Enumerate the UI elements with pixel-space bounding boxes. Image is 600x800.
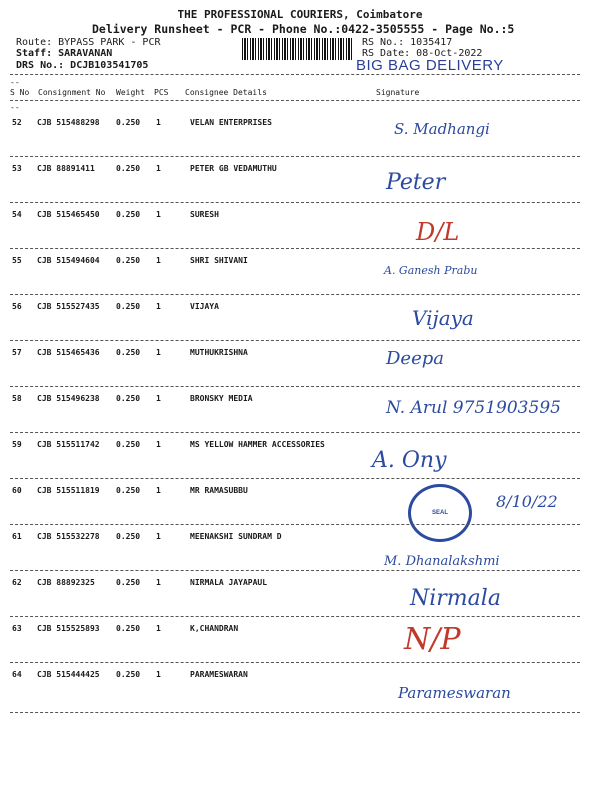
row-signature: Vijaya	[412, 306, 474, 330]
rs-number: RS No.: 1035417	[362, 37, 453, 48]
col-consignee: Consignee Details	[185, 88, 267, 97]
row-pcs: 1	[156, 624, 161, 633]
table-row	[0, 526, 600, 572]
row-weight: 0.250	[116, 302, 141, 311]
row-pcs: 1	[156, 348, 161, 357]
row-sno: 64	[12, 670, 22, 679]
header-bottom-rule	[10, 100, 580, 101]
row-consignment: CJB 88892325	[37, 578, 95, 587]
row-sno: 63	[12, 624, 22, 633]
row-divider	[10, 156, 580, 157]
table-row	[0, 250, 600, 296]
table-row	[0, 618, 600, 664]
row-signature: S. Madhangi	[394, 120, 490, 138]
row-pcs: 1	[156, 256, 161, 265]
row-sno: 53	[12, 164, 22, 173]
col-signature: Signature	[376, 88, 420, 97]
col-pcs: PCS	[154, 88, 169, 97]
row-consignee: VIJAYA	[190, 302, 219, 311]
row-consignee: BRONSKY MEDIA	[190, 394, 253, 403]
row-pcs: 1	[156, 210, 161, 219]
row-signature: A. Ony	[372, 448, 447, 473]
row-pcs: 1	[156, 532, 161, 541]
row-consignee: SURESH	[190, 210, 219, 219]
row-signature: A. Ganesh Prabu	[384, 264, 478, 277]
row-consignee: NIRMALA JAYAPAUL	[190, 578, 268, 587]
row-signature: D/L	[416, 218, 460, 246]
row-divider	[10, 478, 580, 479]
row-signature: Deepa	[386, 348, 444, 369]
row-sno: 61	[12, 532, 22, 541]
row-weight: 0.250	[116, 578, 141, 587]
row-signature: N/P	[404, 622, 461, 657]
row-consignee: MR RAMASUBBU	[190, 486, 248, 495]
row-consignment: CJB 515488298	[37, 118, 100, 127]
row-consignee: MEENAKSHI SUNDRAM D	[190, 532, 282, 541]
route-label: Route: BYPASS PARK - PCR	[16, 37, 161, 48]
company-stamp: SEAL	[408, 484, 472, 542]
row-consignment: CJB 515525893	[37, 624, 100, 633]
row-signature: N. Arul 9751903595	[386, 398, 561, 418]
row-sno: 62	[12, 578, 22, 587]
table-row	[0, 112, 600, 158]
row-consignee: VELAN ENTERPRISES	[190, 118, 272, 127]
row-weight: 0.250	[116, 348, 141, 357]
row-weight: 0.250	[116, 532, 141, 541]
row-divider	[10, 662, 580, 663]
row-pcs: 1	[156, 578, 161, 587]
row-weight: 0.250	[116, 210, 141, 219]
row-weight: 0.250	[116, 164, 141, 173]
row-signature: Parameswaran	[398, 684, 511, 702]
row-sno: 56	[12, 302, 22, 311]
row-consignment: CJB 515511742	[37, 440, 100, 449]
row-divider	[10, 432, 580, 433]
row-divider	[10, 524, 580, 525]
row-pcs: 1	[156, 302, 161, 311]
row-consignment: CJB 88891411	[37, 164, 95, 173]
runsheet-subtitle: Delivery Runsheet - PCR - Phone No.:0422-3505555 - Page No.:5	[92, 22, 515, 36]
row-consignment: CJB 515494604	[37, 256, 100, 265]
row-sno: 60	[12, 486, 22, 495]
row-consignment: CJB 515465436	[37, 348, 100, 357]
dash-marks: --	[10, 78, 20, 87]
row-consignment: CJB 515465450	[37, 210, 100, 219]
table-row	[0, 388, 600, 434]
row-sno: 55	[12, 256, 22, 265]
row-consignee: MUTHUKRISHNA	[190, 348, 248, 357]
dash-marks: --	[10, 103, 20, 112]
row-pcs: 1	[156, 670, 161, 679]
row-weight: 0.250	[116, 440, 141, 449]
rs-date: RS Date: 08-Oct-2022	[362, 48, 483, 59]
row-divider	[10, 248, 580, 249]
row-consignment: CJB 515527435	[37, 302, 100, 311]
row-consignment: CJB 515532278	[37, 532, 100, 541]
row-divider	[10, 294, 580, 295]
company-title: THE PROFESSIONAL COURIERS, Coimbatore	[177, 8, 423, 21]
row-divider	[10, 386, 580, 387]
row-sno: 58	[12, 394, 22, 403]
row-pcs: 1	[156, 394, 161, 403]
row-divider	[10, 616, 580, 617]
row-signature: Peter	[386, 170, 446, 195]
row-sno: 52	[12, 118, 22, 127]
row-weight: 0.250	[116, 256, 141, 265]
row-consignment: CJB 515444425	[37, 670, 100, 679]
table-row	[0, 664, 600, 710]
row-divider	[10, 712, 580, 713]
row-consignee: PETER GB VEDAMUTHU	[190, 164, 277, 173]
row-weight: 0.250	[116, 670, 141, 679]
row-pcs: 1	[156, 440, 161, 449]
row-divider	[10, 202, 580, 203]
barcode	[242, 38, 352, 60]
col-consignment: Consignment No	[38, 88, 106, 97]
table-row	[0, 296, 600, 342]
row-pcs: 1	[156, 118, 161, 127]
col-sno: S No	[10, 88, 30, 97]
row-consignment: CJB 515496238	[37, 394, 100, 403]
row-divider	[10, 340, 580, 341]
row-divider	[10, 570, 580, 571]
row-consignee: SHRI SHIVANI	[190, 256, 248, 265]
row-signature: Nirmala	[410, 586, 501, 611]
row-consignee: PARAMESWARAN	[190, 670, 248, 679]
drs-number: DRS No.: DCJB103541705	[16, 60, 149, 71]
row-signature: 8/10/22	[496, 492, 558, 511]
header-top-rule	[10, 74, 580, 75]
row-signature: M. Dhanalakshmi	[384, 554, 500, 569]
table-row	[0, 158, 600, 204]
table-row	[0, 572, 600, 618]
row-sno: 57	[12, 348, 22, 357]
row-consignee: K,CHANDRAN	[190, 624, 239, 633]
row-weight: 0.250	[116, 624, 141, 633]
staff-label: Staff: SARAVANAN	[16, 48, 113, 59]
big-bag-stamp: BIG BAG DELIVERY	[356, 57, 504, 74]
row-sno: 54	[12, 210, 22, 219]
table-row	[0, 434, 600, 480]
row-consignment: CJB 515511819	[37, 486, 100, 495]
table-row	[0, 342, 600, 388]
row-weight: 0.250	[116, 394, 141, 403]
row-pcs: 1	[156, 164, 161, 173]
row-weight: 0.250	[116, 486, 141, 495]
col-weight: Weight	[116, 88, 145, 97]
row-weight: 0.250	[116, 118, 141, 127]
table-row	[0, 204, 600, 250]
table-row	[0, 480, 600, 526]
row-pcs: 1	[156, 486, 161, 495]
row-consignee: MS YELLOW HAMMER ACCESSORIES	[190, 440, 325, 449]
row-sno: 59	[12, 440, 22, 449]
